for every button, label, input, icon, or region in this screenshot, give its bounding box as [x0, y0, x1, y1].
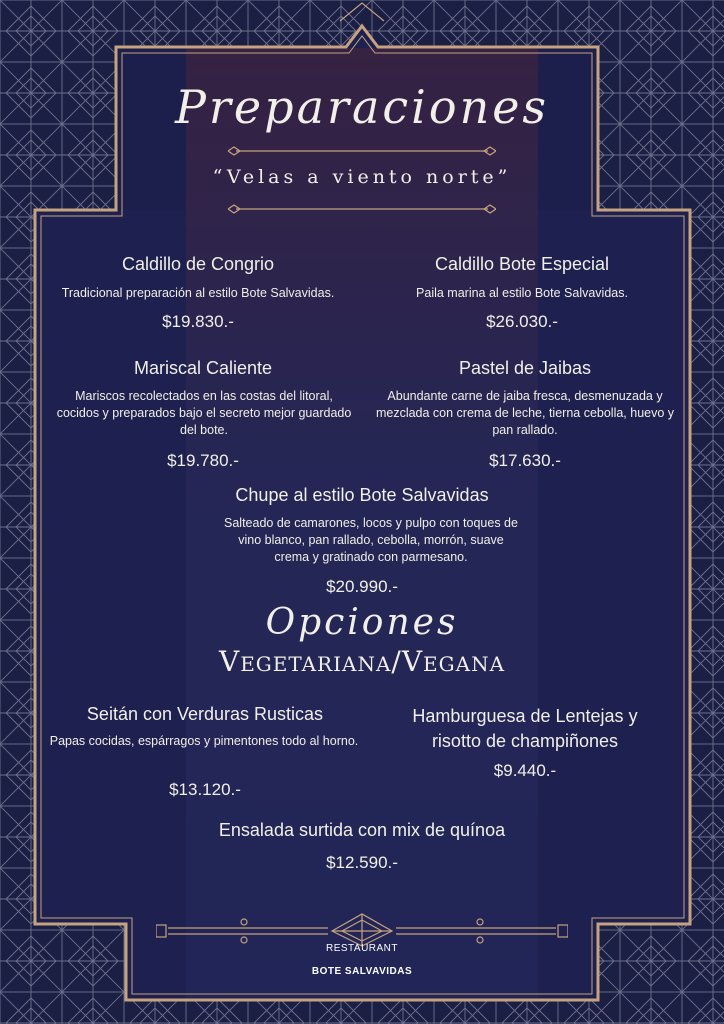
ornament-divider-icon — [228, 144, 496, 158]
footer-brand-line1: RESTAURANT — [325, 943, 399, 954]
page-title: Preparaciones — [174, 80, 550, 134]
dish-price: $12.590.- — [326, 853, 398, 872]
dish-description: Salteado de camarones, locos y pulpo con toques de vino blanco, pan rallado, cebolla, morrón, suave crema y gratinado con parmesano. — [224, 516, 518, 564]
dish-price: $19.780.- — [167, 451, 239, 470]
dish-name: Pastel de Jaibas — [458, 358, 592, 378]
section-subtitle-vegetariana: Vegetariana/Vegana — [218, 645, 506, 678]
dish-description: Abundante carne de jaiba fresca, desmenuzada y mezclada con crema de leche, tierna cebolla, huevo y pan rallado. — [375, 389, 675, 437]
dish-description: Tradicional preparación al estilo Bote Salvavidas. — [61, 286, 335, 300]
subtitle-tagline: “Velas a viento norte” — [212, 166, 512, 188]
dish-name: Mariscal Caliente — [133, 358, 273, 378]
dish-price: $13.120.- — [169, 780, 241, 799]
section-title-opciones: Opciones — [265, 602, 459, 643]
dish-price: $9.440.- — [493, 761, 557, 780]
dish-name: Hamburguesa de Lentejas y risotto de champiñones — [412, 706, 638, 751]
ornament-divider-icon — [228, 202, 496, 216]
dish-name: Caldillo Bote Especial — [434, 254, 610, 274]
dish-name: Chupe al estilo Bote Salvavidas — [235, 485, 489, 505]
footer-brand-line2: BOTE SALVAVIDAS — [311, 966, 413, 977]
dish-price: $20.990.- — [326, 577, 398, 596]
dish-name: Seitán con Verduras Rusticas — [86, 704, 324, 724]
dish-price: $19.830.- — [162, 312, 234, 331]
dish-price: $17.630.- — [489, 451, 561, 470]
dish-name: Caldillo de Congrio — [121, 254, 275, 274]
dish-description: Paila marina al estilo Bote Salvavidas. — [416, 286, 628, 300]
dish-description: Papas cocidas, espárragos y pimentones todo al horno. — [49, 734, 359, 748]
dish-price: $26.030.- — [486, 312, 558, 331]
dish-description: Mariscos recolectados en las costas del litoral, cocidos y preparados bajo el secreto mejor guardado del bote. — [56, 389, 352, 437]
dish-name: Ensalada surtida con mix de quínoa — [218, 820, 506, 840]
